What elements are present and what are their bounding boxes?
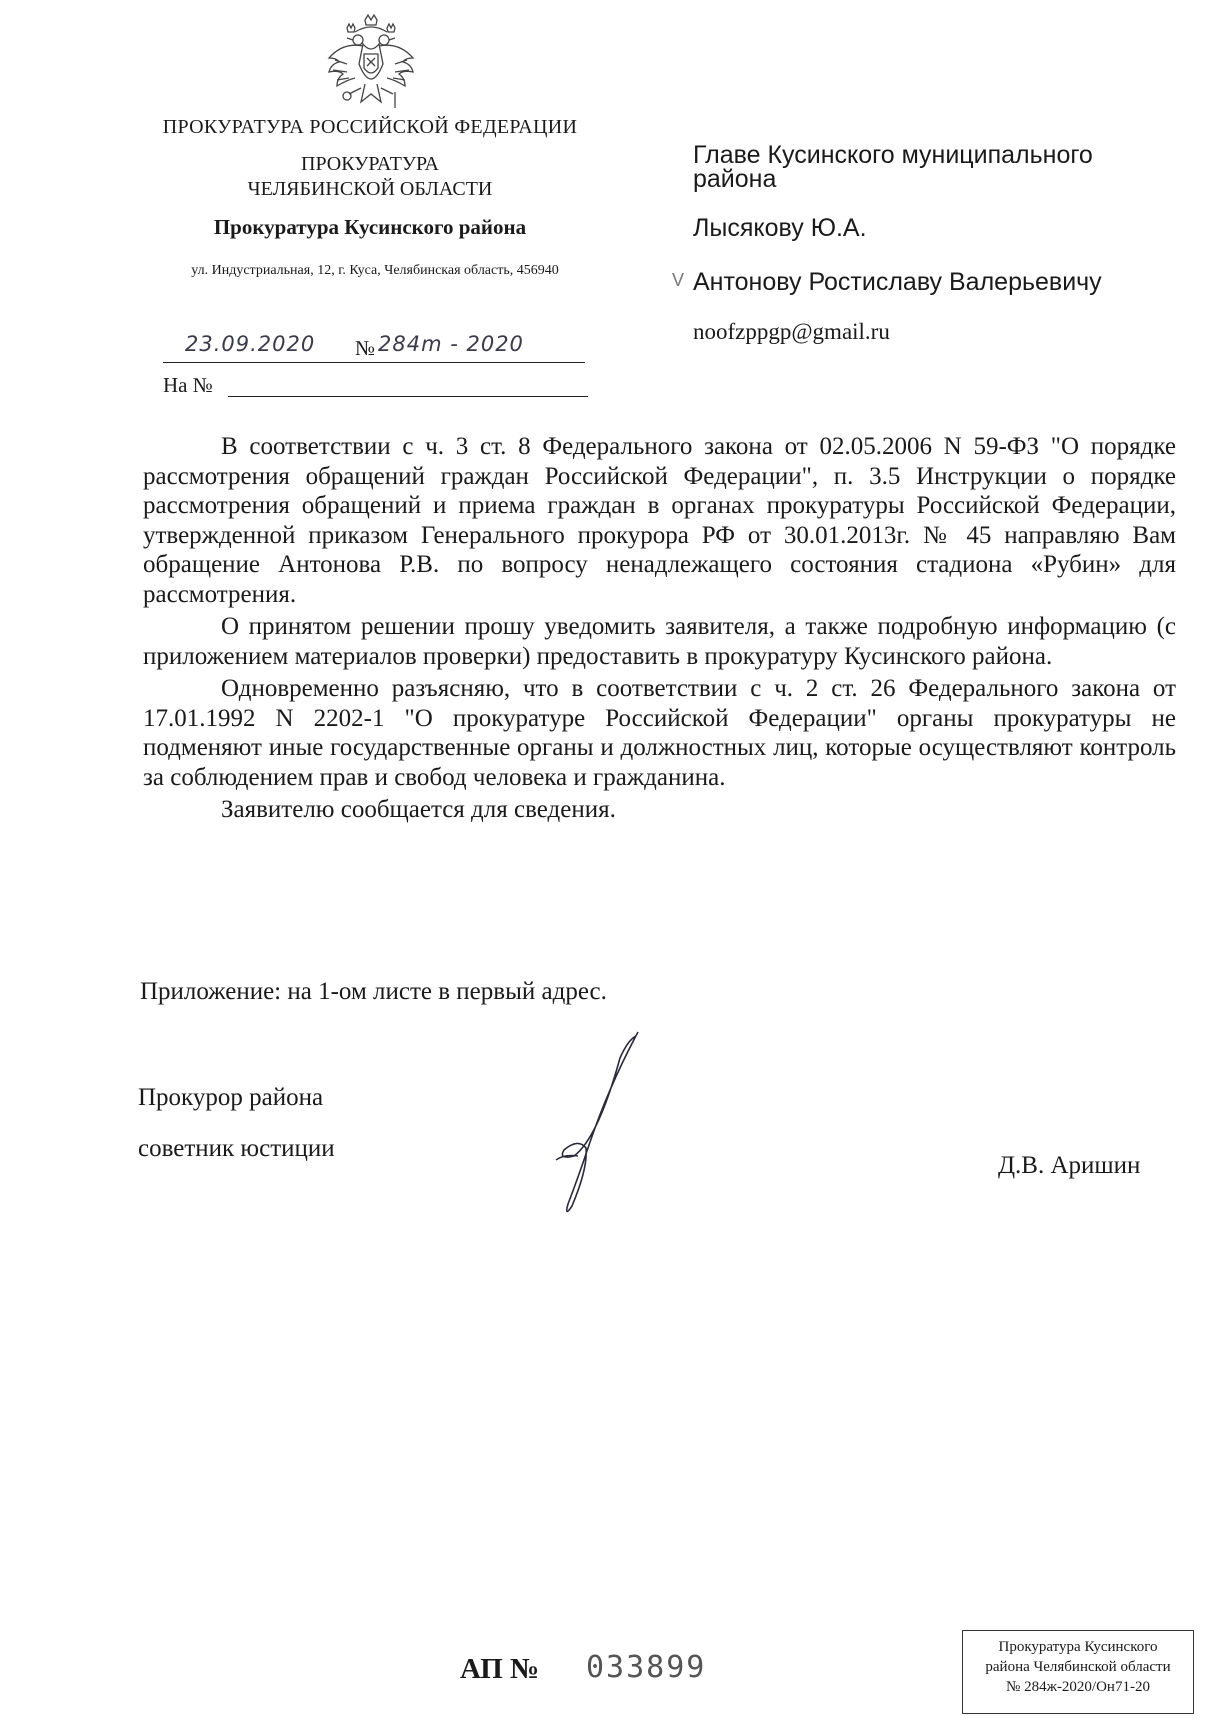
regional-office-line1: ПРОКУРАТУРА	[301, 153, 439, 175]
reference-label: На №	[163, 373, 213, 397]
coat-of-arms-icon	[325, 14, 417, 120]
body-paragraph-2: О принятом решении прошу уведомить заявителя, а также подробную информацию (с приложением материалов проверки) предоставить в прокуратуру Кусинского района.	[143, 613, 1176, 670]
addressee-email: noofzppgp@gmail.ru	[693, 319, 890, 344]
agency-name: ПРОКУРАТУРА РОССИЙСКОЙ ФЕДЕРАЦИИ	[162, 116, 578, 138]
body-paragraph-4: Заявителю сообщается для сведения.	[221, 796, 616, 823]
registration-stamp	[962, 1630, 1194, 1714]
check-mark: V	[672, 270, 685, 290]
signatory-position: Прокурор района	[138, 1084, 324, 1111]
outgoing-number: 284m - 2020	[378, 332, 524, 356]
form-series-number: 033899	[586, 1650, 707, 1685]
addressee-line2: Лысякову Ю.А.	[693, 214, 867, 242]
stamp-line1: Прокуратура Кусинского	[998, 1639, 1158, 1655]
regional-office-line2: ЧЕЛЯБИНСКОЙ ОБЛАСТИ	[247, 178, 493, 200]
addressee-line3: Антонову Ростиславу Валерьевичу	[693, 268, 1102, 296]
district-office-name: Прокуратура Кусинского района	[213, 215, 527, 239]
office-address: ул. Индустриальная, 12, г. Куса, Челябинская область, 456940	[191, 263, 559, 278]
letter-body	[143, 432, 1176, 825]
form-series-label: АП №	[460, 1653, 540, 1685]
reference-underline	[228, 396, 588, 397]
body-paragraph-3: Одновременно разъясняю, что в соответствии с ч. 2 ст. 26 Федерального закона от 17.01.1992 N 2202-1 "О прокуратуре Российской Федерации" органы прокуратуры не подменяют иные государственные органы и должностных лиц, которые осуществляют контроль за соблюдением прав и свобод человека и гражданина.	[143, 675, 1176, 791]
stamp-line2: района Челябинской области	[985, 1659, 1171, 1675]
outgoing-date: 23.09.2020	[185, 332, 316, 356]
handwritten-signature	[528, 1028, 648, 1228]
body-paragraph-1: В соответствии с ч. 3 ст. 8 Федерального закона от 02.05.2006 N 59-ФЗ "О порядке рассмотрения обращений граждан Российской Федерации", п. 3.5 Инструкции о порядке рассмотрения обращений и приема граждан в органах прокуратуры Российской Федерации, утвержденной приказом Генерального прокурора РФ от 30.01.2013г. № 45 направляю Вам обращение Антонова Р.В. по вопросу ненадлежащего состояния стадиона «Рубин» для рассмотрения.	[143, 433, 1176, 608]
number-sign: №	[355, 336, 376, 360]
stamp-line3: № 284ж-2020/Он71-20	[1006, 1679, 1150, 1695]
signatory-name: Д.В. Аришин	[998, 1152, 1141, 1179]
addressee-line1: Главе Кусинского муниципального района	[693, 141, 1093, 193]
signatory-rank: советник юстиции	[138, 1135, 335, 1162]
regional-office-name	[140, 152, 600, 202]
appendix-note: Приложение: на 1-ом листе в первый адрес.	[140, 978, 607, 1005]
